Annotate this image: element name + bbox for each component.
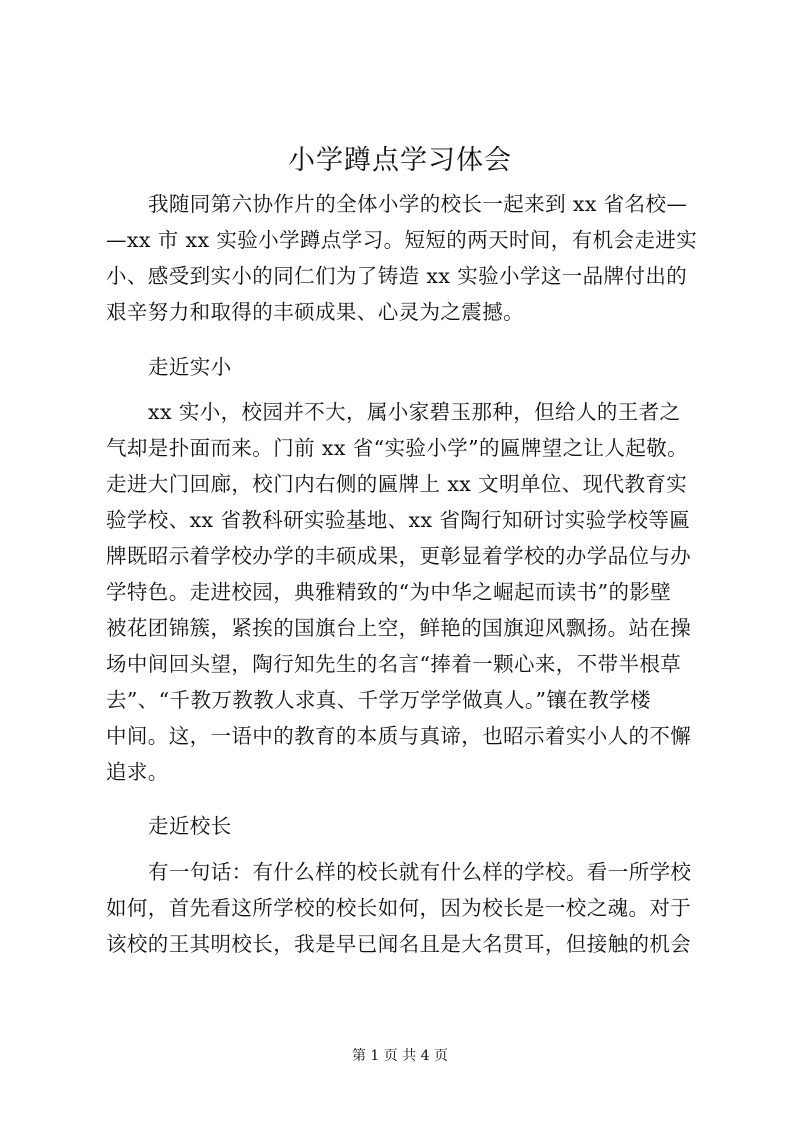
text-line: 气却是扑面而来。门前 xx 省“实验小学”的匾牌望之让人起敬。 xyxy=(106,436,689,460)
text-line: 牌既昭示着学校办学的丰硕成果，更彰显着学校的办学品位与办 xyxy=(106,544,692,568)
text-line: 艰辛努力和取得的丰硕成果、心灵为之震撼。 xyxy=(106,300,524,324)
section-heading: 走近实小 xyxy=(148,355,232,379)
text-line: 小、感受到实小的同仁们为了铸造 xx 实验小学这一品牌付出的 xyxy=(106,264,688,288)
text-line: 追求。 xyxy=(106,760,169,784)
text-line: —xx 市 xx 实验小学蹲点学习。短短的两天时间，有机会走进实 xyxy=(106,228,698,252)
text-line: 我随同第六协作片的全体小学的校长一起来到 xx 省名校— xyxy=(148,192,688,216)
section-heading: 走近校长 xyxy=(148,814,232,838)
page-footer: 第 1 页 共 4 页 xyxy=(351,1048,449,1064)
text-line: 学特色。走进校园，典雅精致的“为中华之崛起而读书”的影壁 xyxy=(106,580,672,604)
text-line: 中间。这，一语中的教育的本质与真谛，也昭示着实小人的不懈 xyxy=(106,724,692,748)
document-title: 小学蹲点学习体会 xyxy=(288,145,512,176)
text-line: 去”、“千教万教教人求真、千学万学学做真人。”镶在教学楼 xyxy=(106,688,651,712)
text-line: 验学校、xx 省教科研实验基地、xx 省陶行知研讨实验学校等匾 xyxy=(106,508,691,532)
text-line: 该校的王其明校长，我是早已闻名且是大名贯耳，但接触的机会 xyxy=(106,932,692,956)
text-line: xx 实小，校园并不大，属小家碧玉那种，但给人的王者之 xyxy=(148,400,681,424)
text-line: 如何，首先看这所学校的校长如何，因为校长是一校之魂。对于 xyxy=(106,896,692,920)
text-line: 被花团锦簇，紧挨的国旗台上空，鲜艳的国旗迎风飘扬。站在操 xyxy=(106,616,692,640)
text-line: 场中间回头望，陶行知先生的名言“捧着一颗心来，不带半根草 xyxy=(106,652,682,676)
text-line: 有一句话：有什么样的校长就有什么样的学校。看一所学校 xyxy=(148,860,692,884)
text-line: 走进大门回廊，校门内右侧的匾牌上 xx 文明单位、现代教育实 xyxy=(106,472,688,496)
